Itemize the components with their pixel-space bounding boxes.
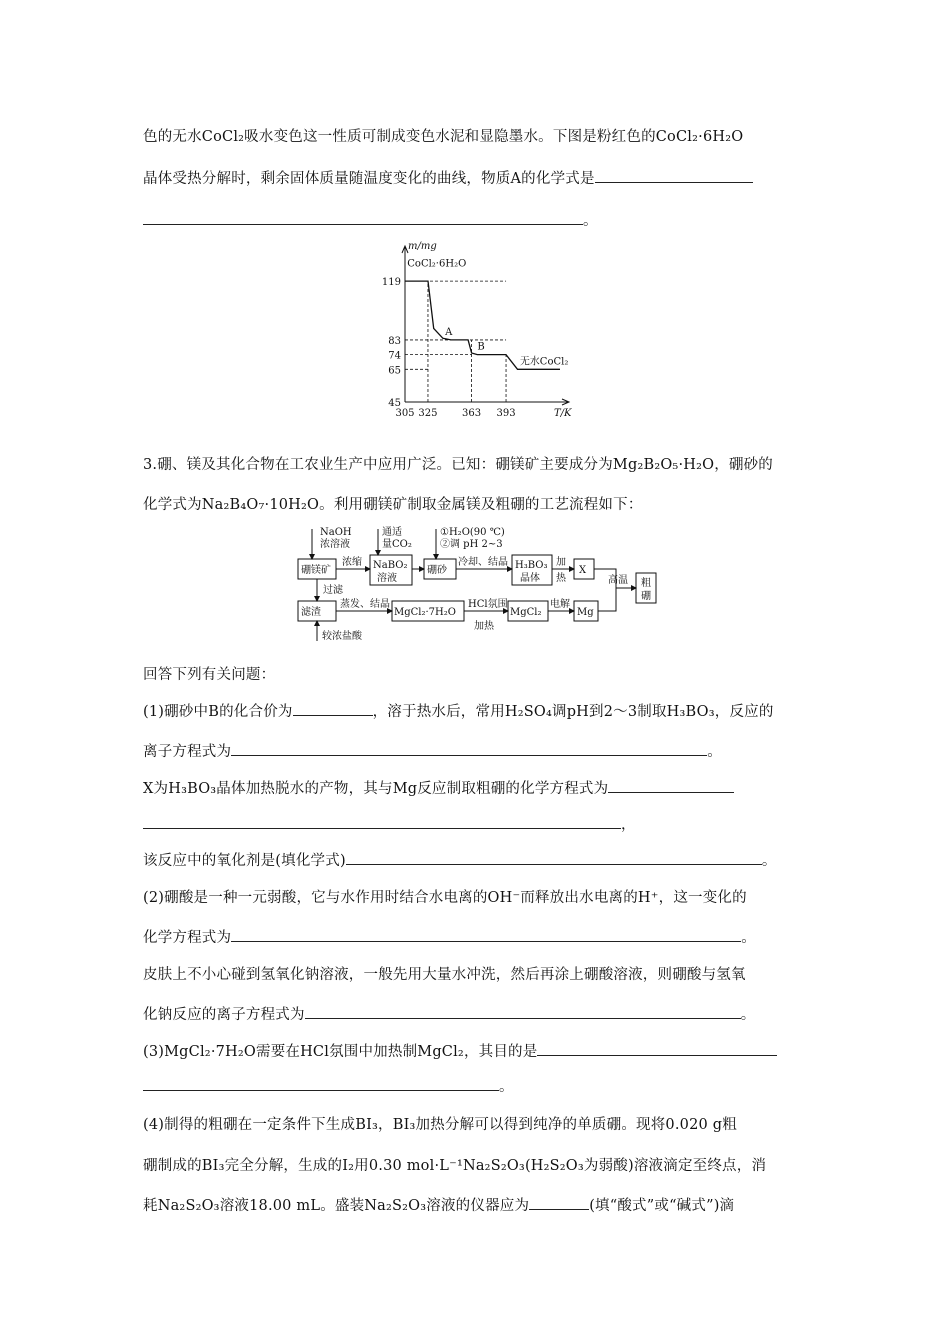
label-crude-2: 硼 (641, 591, 651, 602)
answer-intro: 回答下列有关问题： (143, 667, 276, 683)
q3-line-1: 3.硼、镁及其化合物在工农业生产中应用广泛。已知：硼镁矿主要成分为Mg₂B₂O₅·H₂O，硼砂的 (143, 457, 773, 473)
answer-blank-1c[interactable] (608, 778, 734, 793)
label-solution: 溶液 (377, 573, 397, 584)
label-cool: 冷却、结晶 (458, 557, 508, 568)
chart-root (382, 241, 572, 419)
answer-blank-1c2[interactable] (143, 814, 621, 829)
answer-blank-3a2[interactable] (143, 1076, 499, 1091)
p4-line-3 (143, 1195, 734, 1216)
label-nabo2: NaBO₂ (373, 560, 408, 571)
text-line-1: 色的无水CoCl₂吸水变色这一性质可制成变色水泥和显隐墨水。下图是粉红色的CoCl₂·6H₂O (143, 129, 744, 145)
answer-blank-1d[interactable] (346, 850, 762, 865)
p1-line-4 (143, 814, 636, 835)
curve-annotation: A (445, 327, 453, 339)
p1-line-2 (143, 741, 722, 762)
answer-blank-1b[interactable] (231, 741, 707, 756)
p3-a: (3)MgCl₂·7H₂O需要在HCl氛围中加热制MgCl₂，其目的是 (143, 1044, 538, 1060)
label-concentrate: 浓缩 (342, 557, 362, 568)
p1-d: X为H₃BO₃晶体加热脱水的产物，其与Mg反应制取粗硼的化学方程式为 (143, 781, 609, 797)
p1-f-end: 。 (761, 853, 777, 869)
label-borax-ore: 硼镁矿 (301, 565, 331, 576)
p1-e-end: ， (621, 817, 636, 833)
label-crystal: 晶体 (520, 573, 540, 584)
x-tick-label: 305 (395, 408, 415, 419)
p1-b: ，溶于热水后，常用H₂SO₄调pH到2～3制取H₃BO₃，反应的 (372, 704, 774, 720)
p1-line-5 (143, 850, 777, 871)
label-heat-2: 热 (556, 573, 566, 584)
p1-line-1 (143, 701, 774, 722)
label-x: X (579, 565, 587, 576)
p1-f: 该反应中的氧化剂是(填化学式) (143, 853, 346, 869)
answer-blank-2a[interactable] (231, 927, 741, 942)
p4-line-1: (4)制得的粗硼在一定条件下生成BI₃，BI₃加热分解可以得到纯净的单质硼。现将0.020 g粗 (143, 1117, 737, 1133)
label-conc-sol: 浓溶液 (320, 539, 350, 550)
p2-b-end: 。 (741, 930, 756, 946)
label-h2o: ①H₂O(90 ℃) (440, 527, 505, 538)
curve-annotation: CoCl₂·6H₂O (407, 258, 467, 270)
label-naoh: NaOH (320, 527, 352, 538)
curve-annotation: 无水CoCl₂ (519, 356, 569, 368)
x-tick-label: 363 (462, 408, 482, 419)
label-electrolysis: 电解 (550, 599, 570, 610)
label-heat-1: 加 (556, 557, 566, 568)
p3-b-end: 。 (499, 1079, 514, 1095)
x-axis-label: T/K (554, 408, 572, 419)
label-evap: 蒸发、结晶 (340, 599, 390, 610)
y-tick-label: 83 (388, 335, 401, 347)
answer-blank-3a[interactable] (537, 1041, 777, 1056)
text-line-2 (143, 168, 753, 189)
p2-line-1: (2)硼酸是一种一元弱酸，它与水作用时结合水电离的OH⁻而释放出水电离的H⁺，这一变化的 (143, 890, 747, 906)
y-axis-label: m/mg (408, 241, 437, 252)
label-crude-1: 粗 (641, 578, 651, 589)
p3-line-1 (143, 1041, 777, 1062)
y-tick-label: 74 (388, 350, 401, 362)
p1-a: (1)硼砂中B的化合价为 (143, 704, 293, 720)
label-co2: 量CO₂ (382, 539, 412, 550)
label-pass: 通适 (382, 527, 402, 538)
q3-line-2: 化学式为Na₂B₄O₇·10H₂O。利用硼镁矿制取金属镁及粗硼的工艺流程如下： (143, 497, 643, 513)
x-tick-label: 393 (496, 408, 516, 419)
p1-c-end: 。 (707, 744, 722, 760)
label-ph: ②调 pH 2~3 (440, 539, 503, 550)
answer-blank-2b[interactable] (305, 1004, 741, 1019)
p2-d: 化钠反应的离子方程式为 (143, 1007, 305, 1023)
y-tick-label: 45 (388, 398, 401, 409)
label-hcl: HCl氛围 (468, 599, 508, 610)
p2-line-4 (143, 1004, 755, 1025)
label-mgcl2-7h2o: MgCl₂·7H₂O (394, 607, 456, 618)
answer-blank-a2[interactable] (143, 210, 583, 225)
label-h3bo3: H₃BO₃ (515, 560, 548, 571)
process-flowchart (290, 525, 670, 645)
x-tick-label: 325 (418, 408, 438, 419)
p2-d-end: 。 (740, 1007, 756, 1023)
p2-line-3: 皮肤上不小心碰到氢氧化钠溶液，一般先用大量水冲洗，然后再涂上硼酸溶液，则硼酸与氢氧 (143, 967, 746, 983)
p1-c: 离子方程式为 (143, 744, 232, 760)
p4-line-2: 硼制成的BI₃完全分解，生成的I₂用0.30 mol·L⁻¹Na₂S₂O₃(H₂S₂O₃为弱酸)溶液滴定至终点，消 (143, 1158, 767, 1174)
label-mg: Mg (577, 607, 594, 618)
p2-line-2 (143, 927, 756, 948)
p1-line-3 (143, 778, 734, 799)
line-2-text: 晶体受热分解时，剩余固体质量随温度变化的曲线，物质A的化学式是 (143, 171, 595, 187)
label-filter: 过滤 (323, 585, 343, 596)
p4-c: 耗Na₂S₂O₃溶液18.00 mL。盛装Na₂S₂O₃溶液的仪器应为 (143, 1198, 530, 1214)
label-mgcl2: MgCl₂ (510, 607, 542, 618)
label-hcl-conc: 较浓盐酸 (322, 631, 362, 642)
p2-b: 化学方程式为 (143, 930, 232, 946)
answer-blank-a[interactable] (595, 168, 753, 183)
y-tick-label: 65 (388, 365, 401, 377)
text-line-3 (143, 210, 598, 231)
p3-line-2 (143, 1076, 514, 1097)
label-borax: 硼砂 (427, 565, 447, 576)
y-tick-label: 119 (381, 277, 401, 289)
cocl2-mass-chart (360, 240, 580, 422)
label-heat-b: 加热 (474, 621, 494, 632)
p4-c-end: (填“酸式”或“碱式”)滴 (589, 1198, 735, 1214)
curve-annotation: B (477, 341, 485, 353)
period: 。 (583, 213, 598, 229)
answer-blank-1a[interactable] (293, 701, 373, 716)
answer-blank-4a[interactable] (529, 1195, 589, 1210)
label-residue: 滤渣 (301, 607, 321, 618)
label-high-temp: 高温 (608, 575, 628, 586)
